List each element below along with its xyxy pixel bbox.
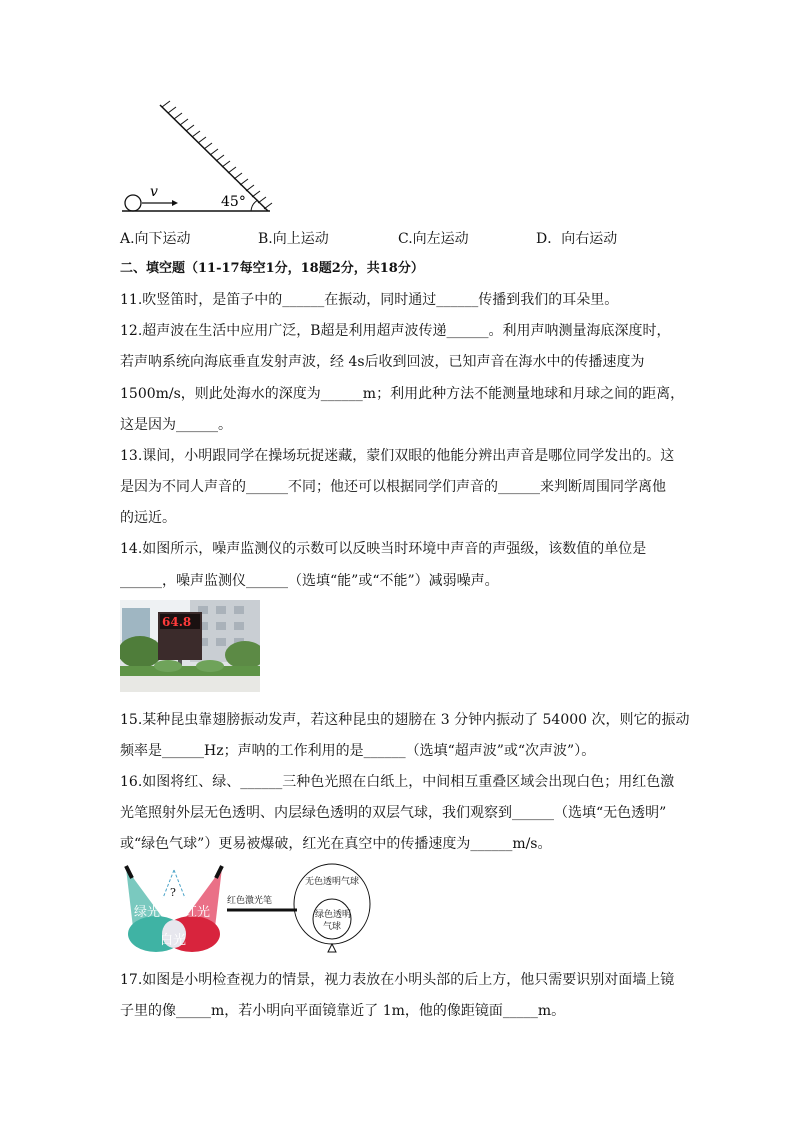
section-title: 二、填空题（11-17每空1分，18题2分，共18分） [120, 261, 424, 276]
incline-figure [118, 96, 288, 218]
noise-monitor-photo [120, 600, 260, 692]
red-light-label: 红光 [184, 905, 211, 920]
q12-line1: 12.超声波在生活中应用广泛，B超是利用超声波传递______。利用声呐测量海底深度时， [120, 323, 671, 339]
q17-line1: 17.如图是小明检查视力的情景，视力表放在小明头部的后上方，他只需要识别对面墙上镜 [120, 972, 675, 988]
green-light-label: 绿光 [134, 905, 161, 920]
inner-balloon-label2: 气球 [323, 922, 342, 932]
angle-label: 45° [221, 194, 246, 210]
q14-line2: ______，噪声监测仪______（选填“能”或“不能”）减弱噪声。 [120, 573, 499, 589]
option-c: C.向左运动 [398, 231, 469, 247]
option-a: A.向下运动 [120, 231, 191, 247]
q11-line: 11.吹竖笛时，是笛子中的______在振动，同时通过______传播到我们的耳朵里。 [120, 292, 619, 308]
option-d: D．向右运动 [536, 231, 618, 247]
q13-line2: 是因为不同人声音的______不同；他还可以根据同学们声音的______来判断周围同学离他 [120, 479, 666, 495]
q12-line3: 1500m/s，则此处海水的深度为______m；利用此种方法不能测量地球和月球之间的距离， [120, 386, 685, 402]
q12-line2: 若声呐系统向海底垂直发射声波，经 4s后收到回波，已知声音在海水中的传播速度为 [120, 354, 645, 370]
option-b: B.向上运动 [258, 231, 329, 247]
question-mark: ? [170, 886, 176, 899]
q15-line1: 15.某种昆虫靠翅膀振动发声，若这种昆虫的翅膀在 3 分钟内振动了 54000 次，则它的振动 [120, 712, 690, 728]
balloon-figure [225, 860, 380, 956]
inner-balloon-label1: 绿色透明 [315, 910, 352, 920]
q12-line4: 这是因为______。 [120, 417, 232, 433]
color-light-figure [118, 858, 230, 958]
q13-line3: 的远近。 [120, 510, 176, 526]
white-light-label: 白光 [160, 933, 187, 948]
laser-pen-label: 红色激光笔 [227, 896, 273, 906]
q15-line2: 频率是______Hz；声呐的工作利用的是______（选填“超声波”或“次声波”）。 [120, 743, 596, 759]
ball [125, 195, 141, 211]
q16-line1: 16.如图将红、绿、______三种色光照在白纸上，中间相互重叠区域会出现白色；用红色激 [120, 774, 675, 790]
noise-reading: 64.8 [162, 615, 192, 629]
q14-line1: 14.如图所示，噪声监测仪的示数可以反映当时环境中声音的声强级，该数值的单位是 [120, 541, 647, 557]
q16-line2: 光笔照射外层无色透明、内层绿色透明的双层气球，我们观察到______（选填“无色透明” [120, 805, 667, 821]
q17-line2: 子里的像_____m，若小明向平面镜靠近了 1m，他的像距镜面_____m。 [120, 1003, 566, 1019]
outer-balloon-label: 无色透明气球 [305, 877, 360, 887]
q13-line1: 13.课间，小明跟同学在操场玩捉迷藏，蒙们双眼的他能分辨出声音是哪位同学发出的。这 [120, 448, 675, 464]
q16-line3: 或“绿色气球”）更易被爆破，红光在真空中的传播速度为______m/s。 [120, 836, 552, 852]
velocity-label: v [150, 184, 158, 200]
